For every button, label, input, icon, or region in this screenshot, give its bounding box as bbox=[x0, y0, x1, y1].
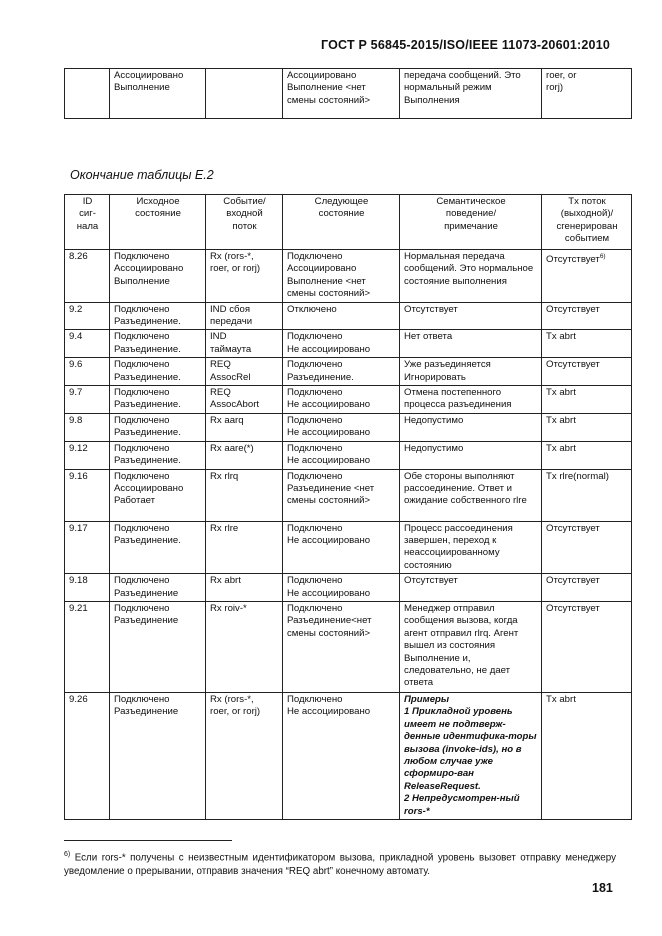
table-cell: Примеры 1 Прикладной уровень имеет не подтверж-денные идентифика-торы вызова (invoke-ids), но в любом случае уже сформиро-ван ReleaseRequest. 2 Непредусмотрен-ный rors-* bbox=[400, 692, 542, 819]
table-cell: 9.18 bbox=[65, 574, 110, 602]
table-cell: 9.12 bbox=[65, 441, 110, 469]
table-row bbox=[65, 601, 632, 692]
table-row bbox=[65, 250, 632, 303]
table-cell: Уже разъединяется Игнорировать bbox=[400, 358, 542, 386]
table-cell: Подключено Разъединение. bbox=[110, 386, 206, 414]
table-cell: Процесс рассоединения завершен, переход к неассоциированному состоянию bbox=[400, 521, 542, 574]
footnote-text: Если rors-* получены с неизвестным идентификатором вызова, прикладной уровень вызовет отправку менеджеру уведомление о прерывании, отправив значения “REQ abrt” конечному автомату. bbox=[64, 852, 616, 878]
table-cell: Tx abrt bbox=[542, 692, 632, 819]
table-cell: Подключено Не ассоциировано bbox=[283, 692, 400, 819]
table-cell: Tx abrt bbox=[542, 330, 632, 358]
table-cell: Подключено Разъединение. bbox=[283, 358, 400, 386]
table-cell: Ассоциировано Выполнение bbox=[110, 69, 206, 119]
table-cell: Нет ответа bbox=[400, 330, 542, 358]
table-cell: 9.2 bbox=[65, 302, 110, 330]
column-header-next-state: Следующее состояние bbox=[283, 195, 400, 250]
column-header-id: ID сиг- нала bbox=[65, 195, 110, 250]
footnote-separator bbox=[64, 840, 232, 841]
table-cell: Tx abrt bbox=[542, 413, 632, 441]
table-cell: Отсутствует bbox=[542, 574, 632, 602]
document-header: ГОСТ Р 56845-2015/ISO/IEEE 11073-20601:2010 bbox=[320, 38, 610, 52]
table-cell: 9.7 bbox=[65, 386, 110, 414]
table-cell: Rx roiv-* bbox=[206, 601, 283, 692]
table-cell: Ассоциировано Выполнение <нет смены состояний> bbox=[283, 69, 400, 119]
table-cell: Rx aare(*) bbox=[206, 441, 283, 469]
table-cell: Подключено Не ассоциировано bbox=[283, 574, 400, 602]
table-cell: Обе стороны выполняют рассоединение. Ответ и ожидание собственного rlre bbox=[400, 469, 542, 521]
table-row bbox=[65, 386, 632, 414]
table-cell: Подключено Не ассоциировано bbox=[283, 386, 400, 414]
table-cell: Подключено Не ассоциировано bbox=[283, 441, 400, 469]
table-cell: Rx (rors-*, roer, or rorj) bbox=[206, 692, 283, 819]
continued-table-fragment bbox=[64, 68, 632, 119]
table-cell: 9.21 bbox=[65, 601, 110, 692]
footnote-mark: 6) bbox=[64, 851, 71, 858]
table-cell: 9.8 bbox=[65, 413, 110, 441]
table-cell: Нормальная передача сообщений. Это нормальное состояние выполнения bbox=[400, 250, 542, 303]
table-cell: Отсутствует bbox=[542, 521, 632, 574]
table-cell: 9.6 bbox=[65, 358, 110, 386]
table-cell: 8.26 bbox=[65, 250, 110, 303]
table-cell: Отсутствует$^{6)}$ bbox=[542, 250, 632, 303]
table-cell: Rx aarq bbox=[206, 413, 283, 441]
column-header-semantics: Семантическое поведение/ примечание bbox=[400, 195, 542, 250]
table-cell: roer, or rorj) bbox=[542, 69, 632, 119]
table-row bbox=[65, 330, 632, 358]
column-header-event: Событие/ входной поток bbox=[206, 195, 283, 250]
table-cell: Подключено Ассоциировано Выполнение bbox=[110, 250, 206, 303]
table-cell: Отсутствует bbox=[542, 358, 632, 386]
table-row bbox=[65, 302, 632, 330]
table-cell: 9.26 bbox=[65, 692, 110, 819]
table-cell: Подключено Ассоциировано Выполнение <нет смены состояний> bbox=[283, 250, 400, 303]
table-row bbox=[65, 69, 632, 119]
table-cell: Подключено Не ассоциировано bbox=[283, 413, 400, 441]
table-cell: Отсутствует bbox=[400, 574, 542, 602]
table-row bbox=[65, 469, 632, 521]
table-cell: IND таймаута bbox=[206, 330, 283, 358]
table-cell: 9.4 bbox=[65, 330, 110, 358]
table-cell: Подключено Не ассоциировано bbox=[283, 330, 400, 358]
table-cell: Rx abrt bbox=[206, 574, 283, 602]
table-cell: Недопустимо bbox=[400, 441, 542, 469]
table-cell: Rx (rors-*, roer, or rorj) bbox=[206, 250, 283, 303]
table-cell: Tx abrt bbox=[542, 386, 632, 414]
table-row bbox=[65, 692, 632, 819]
table-header-row bbox=[65, 195, 632, 250]
table-cell: Отключено bbox=[283, 302, 400, 330]
table-cell: Подключено Разъединение bbox=[110, 574, 206, 602]
table-cell: IND сбоя передачи bbox=[206, 302, 283, 330]
footnote bbox=[64, 848, 616, 879]
table-cell: Rx rlrq bbox=[206, 469, 283, 521]
table-cell: Подключено Ассоциировано Работает bbox=[110, 469, 206, 521]
table-cell: Подключено Разъединение. bbox=[110, 302, 206, 330]
table-cell: Rx rlre bbox=[206, 521, 283, 574]
table-cell: Подключено Разъединение bbox=[110, 601, 206, 692]
table-cell: REQ AssocAbort bbox=[206, 386, 283, 414]
table-cell: Подключено Разъединение. bbox=[110, 330, 206, 358]
table-cell: передача сообщений. Это нормальный режим Выполнения bbox=[400, 69, 542, 119]
table-cell: Tx abrt bbox=[542, 441, 632, 469]
table-row bbox=[65, 358, 632, 386]
table-cell: Отсутствует bbox=[400, 302, 542, 330]
table-cell: Подключено Не ассоциировано bbox=[283, 521, 400, 574]
table-cell: 9.17 bbox=[65, 521, 110, 574]
table-cell: Подключено Разъединение bbox=[110, 692, 206, 819]
table-cell: REQ AssocRel bbox=[206, 358, 283, 386]
table-cell bbox=[206, 69, 283, 119]
table-cell: Отсутствует bbox=[542, 302, 632, 330]
table-cell: Подключено Разъединение. bbox=[110, 441, 206, 469]
footnote-ref: 6) bbox=[599, 253, 606, 260]
table-caption: Окончание таблицы Е.2 bbox=[70, 168, 214, 182]
column-header-source-state: Исходное состояние bbox=[110, 195, 206, 250]
table-cell: Менеджер отправил сообщения вызова, когда агент отправил rlrq. Агент вышел из состояния Выполнение и, следовательно, не дает ответа bbox=[400, 601, 542, 692]
table-cell: Отмена постепенного процесса разъединения bbox=[400, 386, 542, 414]
table-cell: Подключено Разъединение <нет смены состояний> bbox=[283, 469, 400, 521]
table-row bbox=[65, 521, 632, 574]
table-row bbox=[65, 574, 632, 602]
table-cell: Подключено Разъединение<нет смены состояний> bbox=[283, 601, 400, 692]
table-cell: Подключено Разъединение. bbox=[110, 521, 206, 574]
table-cell bbox=[65, 69, 110, 119]
column-header-tx: Tx поток (выходной)/ сгенерирован событием bbox=[542, 195, 632, 250]
table-row bbox=[65, 441, 632, 469]
page-number: 181 bbox=[592, 881, 613, 895]
table-cell: 9.16 bbox=[65, 469, 110, 521]
table-row bbox=[65, 413, 632, 441]
table-cell: Tx rlre(normal) bbox=[542, 469, 632, 521]
table-cell: Подключено Разъединение. bbox=[110, 358, 206, 386]
table-e2-end bbox=[64, 194, 632, 820]
table-cell: Отсутствует bbox=[542, 601, 632, 692]
table-cell: Недопустимо bbox=[400, 413, 542, 441]
table-cell: Подключено Разъединение. bbox=[110, 413, 206, 441]
